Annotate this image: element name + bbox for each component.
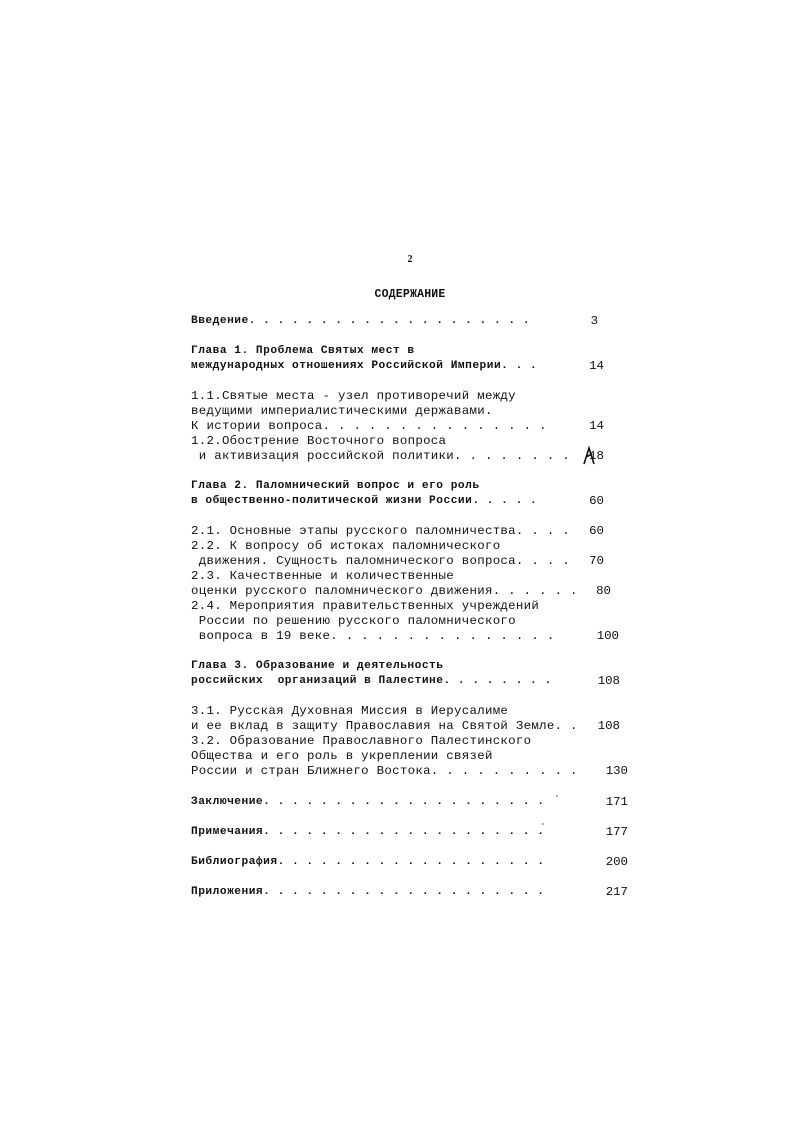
toc-appendices-line: Приложения. . . . . . . . . . . . . . . . . . . . bbox=[191, 886, 545, 898]
toc-section-3-2-page: 130 bbox=[605, 764, 628, 778]
toc-section-3-2-line1: 3.2. Образование Православного Палестинского bbox=[191, 734, 532, 748]
toc-section-3-1-line1: 3.1. Русская Духовная Миссия в Иерусалиме bbox=[191, 704, 509, 718]
toc-chapter2-line1: Глава 2. Паломнический вопрос и его роль bbox=[191, 480, 480, 492]
toc-conclusion-line: Заключение. . . . . . . . . . . . . . . . . . . . bbox=[191, 796, 545, 808]
toc-section-2-1-line1: 2.1. Основные этапы русского паломничества. . . . bbox=[191, 524, 571, 538]
toc-bibliography-line: Библиография. . . . . . . . . . . . . . . . . . . bbox=[191, 856, 545, 868]
toc-section-1-1-line1: 1.1.Святые места - узел противоречий между bbox=[191, 389, 516, 403]
handwritten-correction-mark bbox=[582, 444, 598, 466]
toc-section-1-2-line1: 1.2.Обострение Восточного вопроса bbox=[191, 434, 447, 448]
toc-section-3-1-page: 108 bbox=[597, 719, 620, 733]
toc-section-2-2-page: 70 bbox=[589, 554, 604, 568]
toc-section-2-4-line1: 2.4. Мероприятия правительственных учреждений bbox=[191, 599, 540, 613]
toc-section-2-2-line2: движения. Сущность паломнического вопроса. . . . bbox=[191, 554, 571, 568]
scan-speck bbox=[542, 823, 544, 825]
toc-chapter2-line2: в общественно-политической жизни России. . . . . bbox=[191, 495, 538, 507]
page-number: 2 bbox=[407, 254, 413, 265]
toc-section-3-1-line2: и ее вклад в защиту Православия на Святой Земле. . bbox=[191, 719, 578, 733]
toc-appendices-page: 217 bbox=[605, 885, 628, 899]
toc-section-1-1-line2: ведущими империалистическими державами. bbox=[191, 404, 493, 418]
toc-notes-page: 177 bbox=[605, 825, 628, 839]
toc-intro-line: Введение. . . . . . . . . . . . . . . . . . . . bbox=[191, 315, 531, 327]
toc-section-1-1-line3: К истории вопроса. . . . . . . . . . . . . . . bbox=[191, 419, 547, 433]
toc-section-2-3-page: 80 bbox=[596, 584, 611, 598]
toc-chapter3-line1: Глава 3. Образование и деятельность bbox=[191, 660, 444, 672]
toc-section-3-2-line2: Общества и его роль в укреплении связей bbox=[191, 749, 493, 763]
toc-chapter1-line2: международных отношениях Российской Империи. . . bbox=[191, 360, 538, 372]
toc-chapter3-page: 108 bbox=[597, 674, 620, 688]
toc-notes-line: Примечания. . . . . . . . . . . . . . . . . . . . bbox=[191, 826, 545, 838]
toc-section-2-3-line1: 2.3. Качественные и количественные bbox=[191, 569, 455, 583]
toc-chapter3-line2: российских организаций в Палестине. . . . . . . . bbox=[191, 675, 552, 687]
toc-section-2-1-page: 60 bbox=[589, 524, 604, 538]
toc-chapter1-page: 14 bbox=[589, 359, 604, 373]
toc-section-2-4-page: 100 bbox=[596, 629, 619, 643]
toc-section-1-2-page: 18 bbox=[589, 449, 604, 463]
toc-conclusion-page: 171 bbox=[605, 795, 628, 809]
page-title: СОДЕРЖАНИЕ bbox=[374, 288, 446, 301]
scan-speck bbox=[556, 795, 558, 797]
toc-section-1-2-line2: и активизация российской политики. . . . . . . . bbox=[191, 449, 571, 463]
toc-intro-page: 3 bbox=[590, 314, 598, 328]
toc-chapter2-page: 60 bbox=[589, 494, 604, 508]
toc-section-2-3-line2: оценки русского паломнического движения. . . . . . bbox=[191, 584, 578, 598]
toc-chapter1-line1: Глава 1. Проблема Святых мест в bbox=[191, 345, 415, 357]
toc-section-3-2-line3: России и стран Ближнего Востока. . . . . . . . . . bbox=[191, 764, 578, 778]
toc-section-2-4-line2: России по решению русского паломнического bbox=[191, 614, 516, 628]
toc-bibliography-page: 200 bbox=[605, 855, 628, 869]
toc-section-2-2-line1: 2.2. К вопросу об истоках паломнического bbox=[191, 539, 501, 553]
toc-section-1-1-page: 14 bbox=[589, 419, 604, 433]
toc-section-2-4-line3: вопроса в 19 веке. . . . . . . . . . . . . . . bbox=[191, 629, 555, 643]
